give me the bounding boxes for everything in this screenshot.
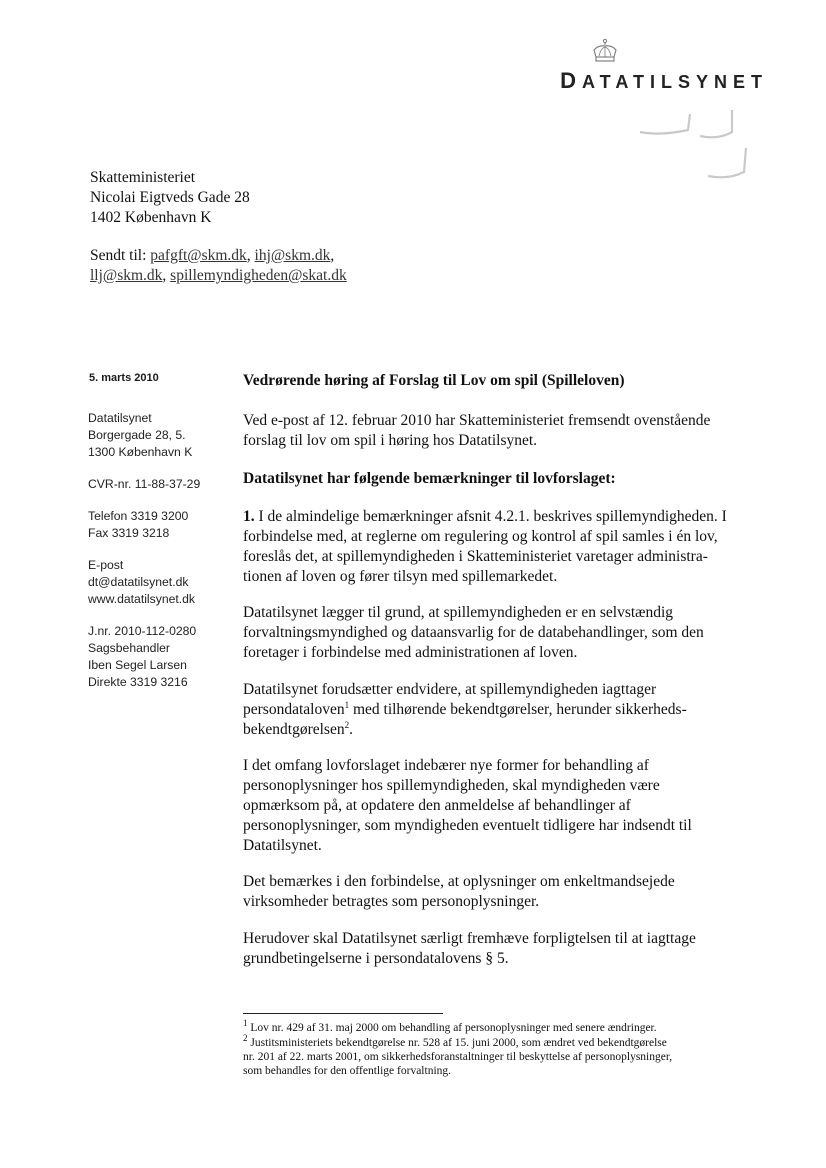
paragraph-line: Datatilsynet. (243, 837, 322, 854)
sender-address-2: 1300 København K (88, 445, 193, 459)
intro-line: Ved e-post af 12. februar 2010 har Skatteministeriet fremsendt ovenstående (243, 412, 711, 429)
recipient-city: 1402 København K (90, 209, 212, 226)
sent-to-label: Sendt til: (90, 247, 147, 264)
paragraph-line: Det bemærkes i den forbindelse, at oplysninger om enkeltmandsejede (243, 873, 675, 890)
recipient-street: Nicolai Eigtveds Gade 28 (90, 189, 250, 206)
paragraph-line: Herudover skal Datatilsynet særligt fremhæve forpligtelsen til at iagttage (243, 930, 696, 947)
paragraph-line: forvaltningsmyndighed og dataansvarlig for de databehandlinger, som den (243, 624, 704, 641)
paragraph-line: 1. I de almindelige bemærkninger afsnit 4.2.1. beskrives spillemyndigheden. I (243, 508, 727, 525)
crown-logo-icon (590, 38, 620, 64)
letter-subject: Vedrørende høring af Forslag til Lov om spil (Spilleloven) (243, 372, 625, 389)
paragraph-line: personoplysninger, som myndigheden eventuelt tidligere har indsendt til (243, 817, 692, 834)
sender-email-label: E-post (88, 558, 124, 572)
sender-cvr: CVR-nr. 11-88-37-29 (88, 477, 201, 491)
sender-website: www.datatilsynet.dk (88, 592, 196, 606)
sender-email: dt@datatilsynet.dk (88, 575, 189, 589)
sent-to-line-2: llj@skm.dk, spillemyndigheden@skat.dk (90, 267, 347, 284)
paragraph-line: personoplysninger hos spillemyndigheden, skal myndigheden være (243, 777, 660, 794)
letterhead-logo: DATATILSYNET (560, 68, 768, 93)
sender-phone: Telefon 3319 3200 (88, 509, 189, 523)
footnote-ref: 1 (344, 699, 350, 710)
footnote-divider (243, 1013, 443, 1014)
footnote-ref: 2 (344, 719, 350, 730)
paragraph-line: foretager i forbindelse med administrationen af loven. (243, 644, 578, 661)
footnote-2-cont: nr. 201 af 22. marts 2001, om sikkerhedsforanstaltninger til beskyttelse af personoplysninger, (243, 1051, 673, 1063)
paragraph-line: Datatilsynet lægger til grund, at spillemyndigheden er en selvstændig (243, 604, 674, 621)
email-link[interactable]: llj@skm.dk (90, 267, 163, 284)
direct-phone: Direkte 3319 3216 (88, 675, 188, 689)
footnote-2: $^2$ Justitsministeriets bekendtgørelse nr. 528 af 15. juni 2000, som ændret ved bekendtgørelse (243, 1033, 667, 1049)
paragraph-line: virksomheder betragtes som personoplysninger. (243, 893, 540, 910)
paragraph-line: foreslås det, at spillemyndigheden i Skatteministeriet varetager administra- (243, 548, 708, 565)
sender-org: Datatilsynet (88, 411, 152, 425)
paragraph-line: persondataloven$^1$ med tilhørende bekendtgørelser, herunder sikkerheds- (243, 699, 687, 718)
paragraph-line: opmærksom på, at opdatere den anmeldelse af behandlinger af (243, 797, 631, 814)
sender-fax: Fax 3319 3218 (88, 526, 170, 540)
remarks-heading: Datatilsynet har følgende bemærkninger til lovforslaget: (243, 470, 616, 487)
email-link[interactable]: spillemyndigheden@skat.dk (170, 267, 347, 284)
paragraph-line: tionen af loven og fører tilsyn med spillemarkedet. (243, 568, 558, 585)
letter-date: 5. marts 2010 (89, 372, 159, 384)
footnote-2-cont: som behandles for den offentlige forvaltning. (243, 1065, 452, 1077)
footnote-1: $^1$ Lov nr. 429 af 31. maj 2000 om behandling af personoplysninger med senere ændringer. (243, 1018, 657, 1034)
paragraph-line: I det omfang lovforslaget indebærer nye former for behandling af (243, 757, 649, 774)
paragraph-line: forbindelse med, at reglerne om regulering og kontrol af spil samles i én lov, (243, 528, 718, 545)
paragraph-line: Datatilsynet forudsætter endvidere, at spillemyndigheden iagttager (243, 681, 657, 698)
paragraph-line: grundbetingelserne i persondatalovens § 5. (243, 950, 509, 967)
sent-to-line-1: Sendt til: pafgft@skm.dk, ihj@skm.dk, (90, 247, 335, 264)
paragraph-line: bekendtgørelsen$^2$. (243, 719, 353, 738)
recipient-name: Skatteministeriet (90, 169, 196, 186)
email-link[interactable]: pafgft@skm.dk (150, 247, 247, 264)
email-link[interactable]: ihj@skm.dk (254, 247, 331, 264)
received-stamp-marks (640, 100, 760, 190)
caseworker-name: Iben Segel Larsen (88, 658, 187, 672)
intro-line: forslag til lov om spil i høring hos Datatilsynet. (243, 432, 538, 449)
caseworker-label: Sagsbehandler (88, 641, 170, 655)
journal-number: J.nr. 2010-112-0280 (88, 624, 197, 638)
sender-address-1: Borgergade 28, 5. (88, 428, 186, 442)
